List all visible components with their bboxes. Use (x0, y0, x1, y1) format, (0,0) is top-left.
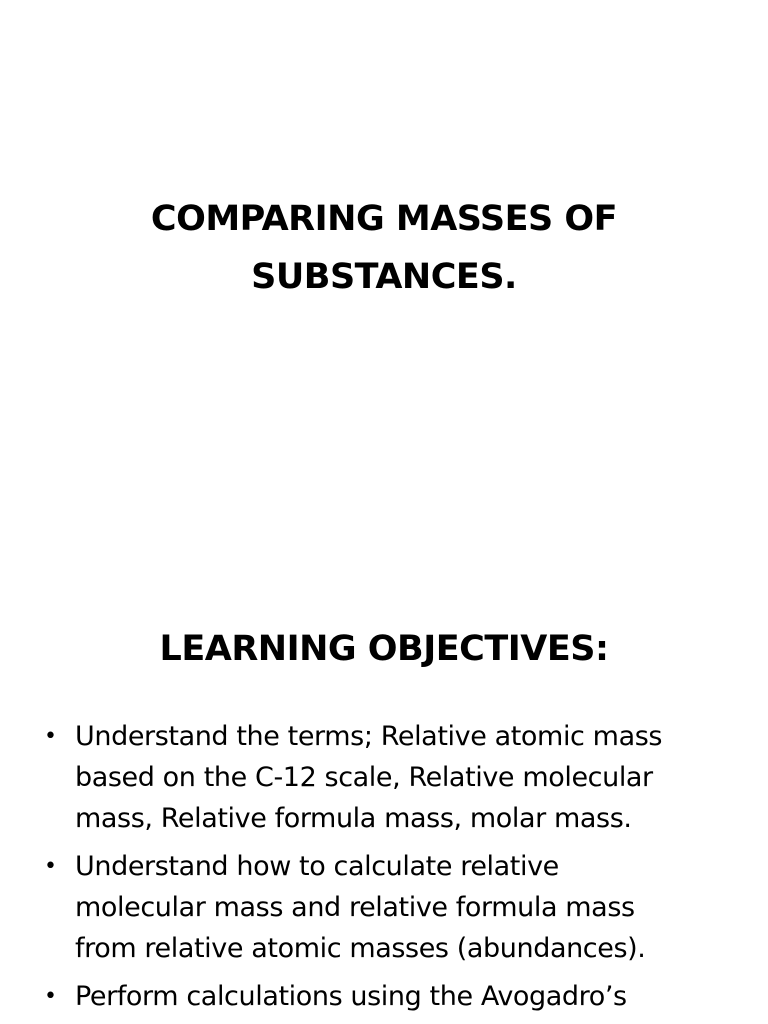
objective-line: molecular mass and relative formula mass (75, 892, 635, 923)
objective-item (0, 846, 768, 969)
bullet-icon: • (44, 854, 57, 879)
objective-line: Perform calculations using the Avogadro’s (75, 981, 627, 1012)
slide-title-line-2: SUBSTANCES. (251, 257, 517, 297)
objective-item (0, 976, 768, 1017)
slide-title (60, 190, 708, 306)
objective-line: Understand how to calculate relative (75, 851, 559, 882)
objective-item (0, 716, 768, 839)
objective-line: mass, Relative formula mass, molar mass. (75, 803, 632, 834)
objective-line: Understand the terms; Relative atomic mass (75, 721, 663, 752)
objective-line: based on the C-12 scale, Relative molecular (75, 762, 653, 793)
bullet-icon: • (44, 984, 57, 1009)
learning-objectives-heading: LEARNING OBJECTIVES: (159, 629, 609, 669)
slide-title-line-1: COMPARING MASSES OF (150, 199, 618, 239)
objective-line: from relative atomic masses (abundances). (75, 933, 646, 964)
learning-objectives-list (0, 716, 768, 1024)
bullet-icon: • (44, 724, 57, 749)
